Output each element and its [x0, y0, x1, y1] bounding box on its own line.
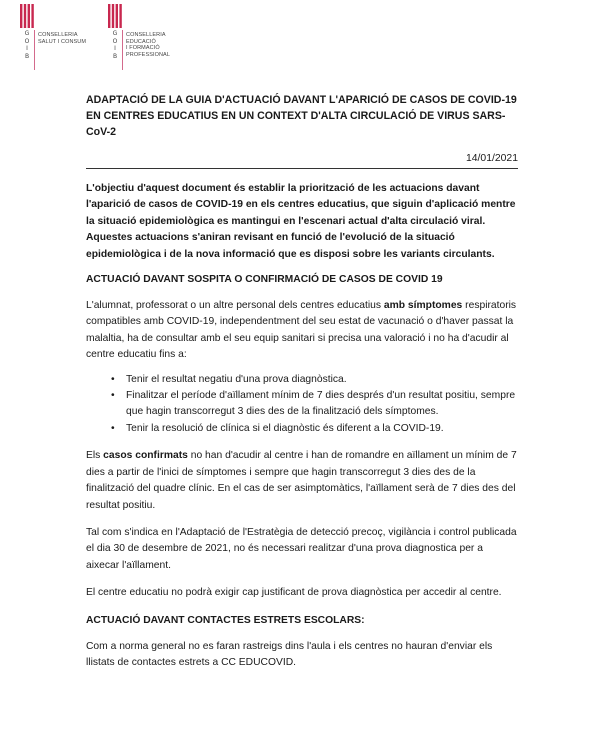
logo-divider	[34, 30, 35, 70]
text-run: Els	[86, 450, 104, 462]
document-body	[86, 92, 518, 671]
logo-text	[38, 32, 86, 70]
logo-line: CONSELLERIA	[38, 32, 78, 38]
contacts-paragraph: Com a norma general no es faran rastreigs dins l'aula i els centres no hauran d'enviar els llistats de contactes estrets a CC EDUCOVID.	[86, 640, 493, 668]
letterhead	[20, 4, 320, 70]
strategy-paragraph: Tal com s'indica en l'Adaptació de l'Estratègia de detecció precoç, vigilància i control publicada el dia 30 de desembre de 2021, no és necessari realitzar d'una prova diagnostica per a aixecar l'aïllament.	[86, 526, 517, 571]
list-item: • Tenir el resultat negatiu d'una prova diagnòstica.	[126, 372, 518, 388]
document-title: ADAPTACIÓ DE LA GUIA D'ACTUACIÓ DAVANT L'APARICIÓ DE CASOS DE COVID-19 EN CENTRES EDUCATIUS EN UN CONTEXT D'ALTA CIRCULACIÓ DE VIRUS SARS-CoV-2	[86, 94, 517, 138]
section-heading-contacts: ACTUACIÓ DAVANT CONTACTES ESTRETS ESCOLARS:	[86, 614, 365, 626]
flag-stripes-icon	[20, 4, 34, 28]
logo-line: EDUCACIÓ	[126, 38, 156, 45]
logo-line: SALUT I CONSUM	[38, 38, 87, 45]
document-date: 14/01/2021	[86, 152, 518, 169]
list-item: • Finalitzar el període d'aïllament mínim de 7 dies després d'un resultat positiu, sempre que hagin transcorregut 3 dies des de la finalització dels símptomes.	[126, 388, 518, 421]
emphasis-text: amb símptomes	[383, 300, 463, 312]
logo-divider	[122, 30, 123, 70]
list-item: • Tenir la resolució de clínica si el diagnòstic és diferent a la COVID-19.	[126, 421, 518, 437]
logo-line: PROFESSIONAL	[126, 51, 170, 58]
logo-text	[126, 32, 170, 70]
goib-seal: G O I B	[24, 30, 30, 60]
text-run: L'alumnat, professorat o un altre personal dels centres educatius	[86, 300, 384, 312]
conditions-list	[86, 372, 518, 438]
emphasis-text: casos confirmats	[103, 450, 188, 462]
logo-conselleria-salut	[20, 4, 86, 70]
logo-line: I FORMACIÓ	[126, 45, 160, 52]
logo-line: CONSELLERIA	[126, 32, 166, 38]
text-run: respiratoris compatibles amb COVID-19, independentment del seu estat de vacunació o d'haver passat la malaltia, ha de consultar amb el seu equip sanitari si precisa una valoració i no ha d'acudir al centre educatiu fins a:	[86, 300, 517, 361]
section-heading-suspicion: ACTUACIÓ DAVANT SOSPITA O CONFIRMACIÓ DE CASOS DE COVID 19	[86, 274, 443, 286]
goib-seal: G O I B	[112, 30, 118, 60]
confirmed-cases-paragraph	[86, 448, 518, 514]
symptoms-paragraph	[86, 298, 518, 364]
govern-emblem	[108, 4, 122, 70]
flag-stripes-icon	[108, 4, 122, 28]
no-justification-paragraph: El centre educatiu no podrà exigir cap justificant de prova diagnòstica per accedir al centre.	[86, 587, 502, 599]
text-run: no han d'acudir al centre i han de romandre en aïllament un mínim de 7 dies a partir de l'inici de símptomes i sempre que hagin transcorregut 3 dies des de la finalització del quadre clínic. En el cas de ser asimptomàtics, l'aïllament serà de 7 dies des del resultat positiu.	[86, 450, 517, 511]
logo-conselleria-educacio	[108, 4, 170, 70]
intro-paragraph: L'objectiu d'aquest document és establir la priorització de les actuacions davant l'aparició de casos de COVID-19 en els centres educatius, que siguin d'aplicació mentre la situació epidemiològica es mantingui en l'escenari actual d'alta circulació viral. Aquestes actuacions s'aniran revisant en funció de l'evolució de la situació epidemiològica i de la nova informació que es disposi sobre les variants circulants.	[86, 183, 516, 260]
govern-emblem	[20, 4, 34, 70]
